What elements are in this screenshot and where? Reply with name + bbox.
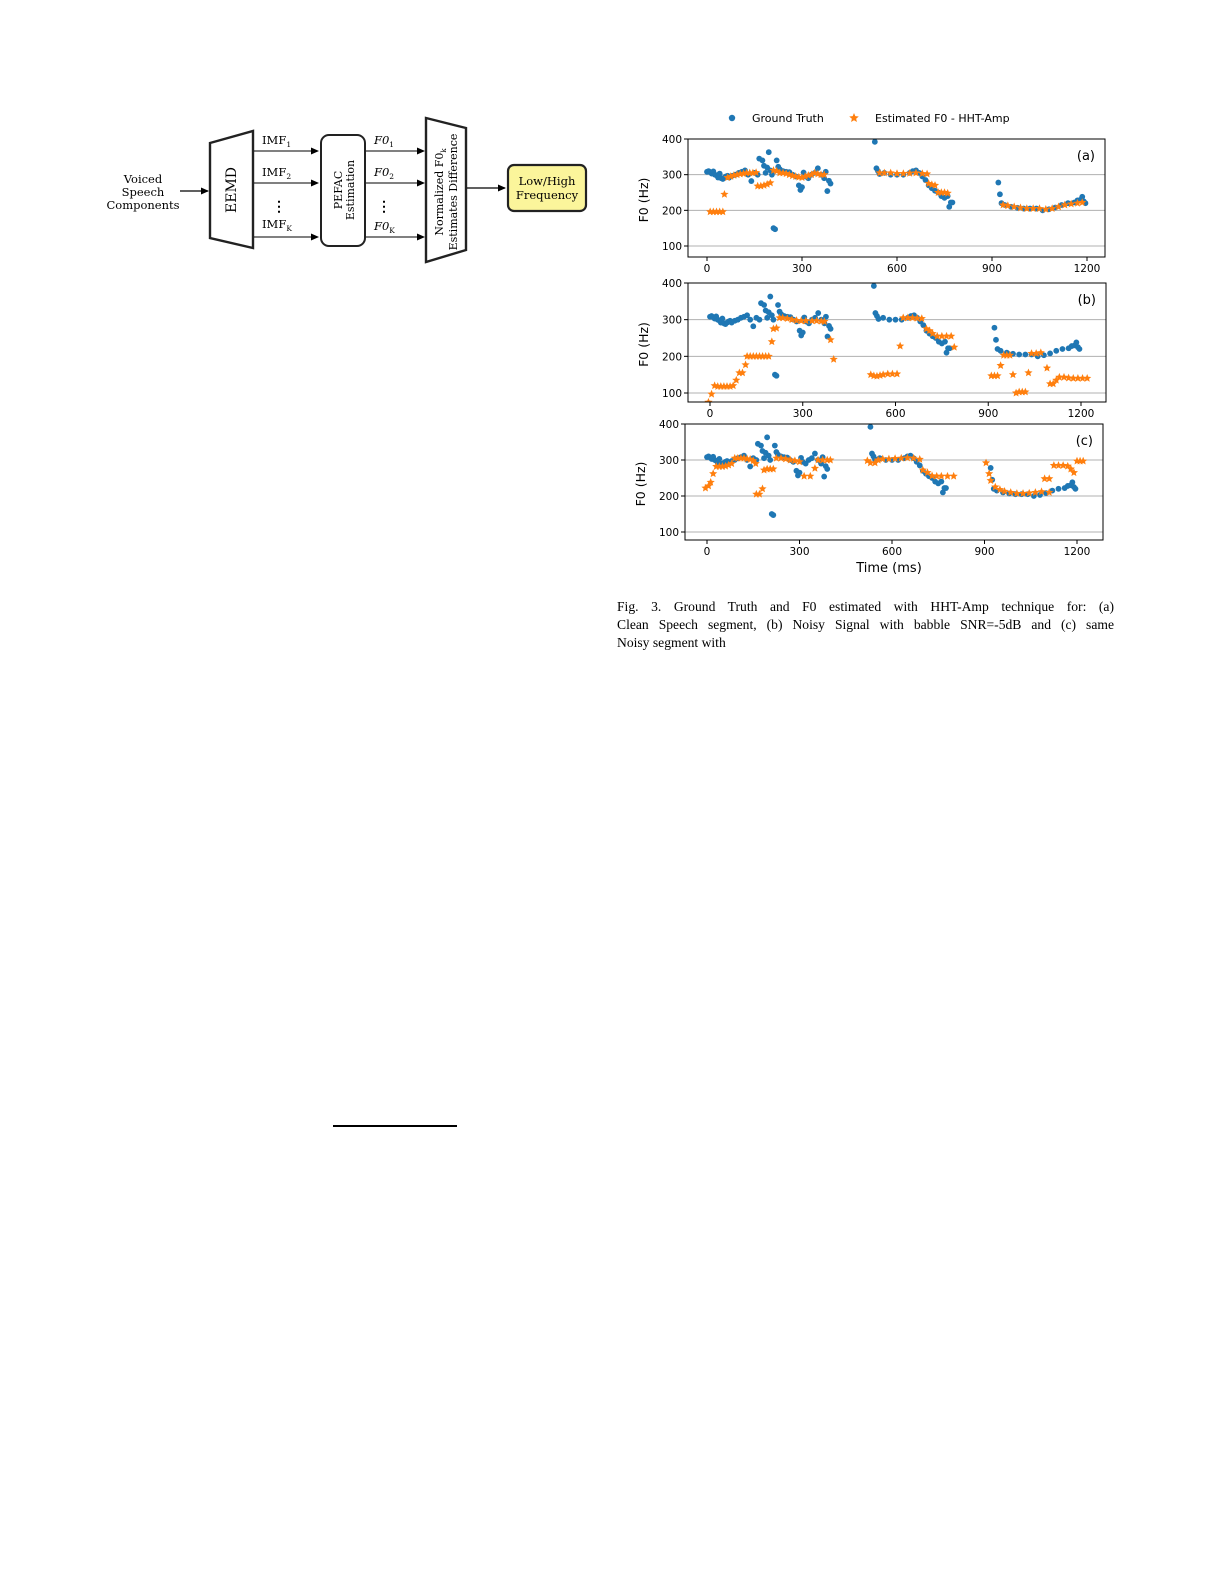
y-tick-label: 300 [661, 169, 682, 182]
axes-frame [688, 139, 1105, 257]
svg-text:⋮: ⋮ [377, 199, 391, 215]
f0-charts-figure [625, 100, 1115, 580]
x-tick-label: 300 [792, 408, 813, 420]
svg-text:F01: $F0_1$ [374, 133, 395, 149]
legend-estimated-marker [849, 113, 859, 122]
y-axis-label: F0 (Hz) [636, 177, 651, 223]
series-ground-truth [707, 283, 1082, 379]
x-tick-label: 600 [886, 263, 908, 275]
legend-ground-truth-marker [729, 115, 735, 121]
svg-text:Low/High: Low/High [518, 174, 576, 188]
svg-text:Voiced: Voiced [123, 172, 163, 186]
data-points [704, 283, 1091, 406]
pefac-block [321, 135, 365, 246]
legend-estimated-label: Estimated F0 - HHT-Amp [875, 112, 1010, 125]
y-tick-label: 300 [658, 455, 679, 467]
series-estimated-f0 [704, 314, 1091, 406]
chart-legend [729, 112, 1010, 125]
x-tick-label: 0 [703, 263, 711, 275]
data-points [701, 424, 1087, 518]
x-tick-label: 300 [789, 546, 810, 558]
panel-label: (b) [1077, 293, 1096, 308]
x-tick-label: 900 [974, 546, 995, 558]
x-tick-label: 300 [791, 263, 813, 275]
chart-panel-c [633, 419, 1103, 576]
axes-frame [685, 424, 1103, 540]
svg-text:F0K: $F0_K$ [374, 219, 395, 235]
x-tick-label: 600 [881, 546, 903, 558]
axes-frame [688, 283, 1106, 402]
caption-line-1: Fig. 3. Ground Truth and F0 estimated with HHT-Amp technique for: (a) [617, 599, 1114, 614]
svg-text:Components: Components [106, 198, 180, 212]
svg-text:PEFAC: PEFAC [332, 170, 345, 210]
y-tick-label: 300 [661, 314, 682, 327]
block-diagram [100, 110, 600, 270]
svg-text:IMF1: $IMF_1$ [262, 133, 292, 149]
data-points [704, 139, 1088, 232]
svg-text:F02: $F0_2$ [374, 165, 395, 181]
x-tick-label: 600 [885, 408, 906, 420]
x-tick-label: 0 [706, 408, 714, 420]
f0-branches [366, 133, 424, 237]
svg-text:Estimates Difference: Estimates Difference [447, 133, 460, 251]
y-tick-label: 200 [661, 205, 682, 218]
panel-label: (a) [1076, 149, 1095, 164]
y-tick-label: 400 [661, 134, 682, 146]
svg-text:Normalized F0k: Normalized $F0_k$ [433, 148, 448, 236]
y-tick-label: 100 [658, 527, 679, 539]
y-tick-label: 100 [661, 388, 682, 400]
y-axis-label: F0 (Hz) [633, 461, 648, 507]
x-tick-label: 0 [703, 546, 711, 558]
input-label [106, 172, 179, 212]
y-tick-label: 400 [658, 419, 679, 431]
panel-label: (c) [1075, 434, 1093, 449]
y-axis-label: F0 (Hz) [636, 322, 651, 367]
imf-branches [254, 133, 318, 237]
y-tick-label: 200 [658, 491, 679, 503]
svg-text:Estimation: Estimation [344, 159, 357, 221]
x-tick-label: 900 [978, 408, 999, 420]
x-tick-label: 900 [981, 263, 1003, 275]
x-tick-label: 1200 [1063, 546, 1091, 558]
chart-panel-a [636, 134, 1105, 275]
x-axis-label: Time (ms) [856, 561, 922, 576]
y-tick-label: 100 [661, 241, 682, 253]
svg-text:⋮: ⋮ [272, 199, 286, 215]
y-tick-label: 400 [661, 278, 682, 290]
figure-caption [617, 598, 1114, 652]
svg-text:Speech: Speech [121, 185, 165, 199]
svg-text:Frequency: Frequency [515, 188, 579, 202]
low-high-frequency-block [508, 165, 586, 211]
svg-text:IMFK: $IMF_K$ [262, 217, 292, 233]
caption-line-2: Clean Speech segment, (b) Noisy Signal with babble SNR=-5dB and (c) same [617, 617, 1114, 632]
eemd-block [210, 131, 253, 248]
svg-text:EEMD: EEMD [224, 167, 240, 213]
caption-line-3: Noisy segment with [617, 635, 726, 650]
chart-panel-b [636, 278, 1106, 420]
legend-ground-truth-label: Ground Truth [752, 112, 824, 125]
series-ground-truth [704, 424, 1078, 518]
normalized-difference-block [426, 118, 466, 262]
footnote-separator [333, 1125, 457, 1127]
svg-text:IMF2: $IMF_2$ [262, 165, 292, 181]
x-tick-label: 1200 [1067, 408, 1095, 420]
x-tick-label: 1200 [1073, 263, 1101, 275]
y-tick-label: 200 [661, 351, 682, 364]
